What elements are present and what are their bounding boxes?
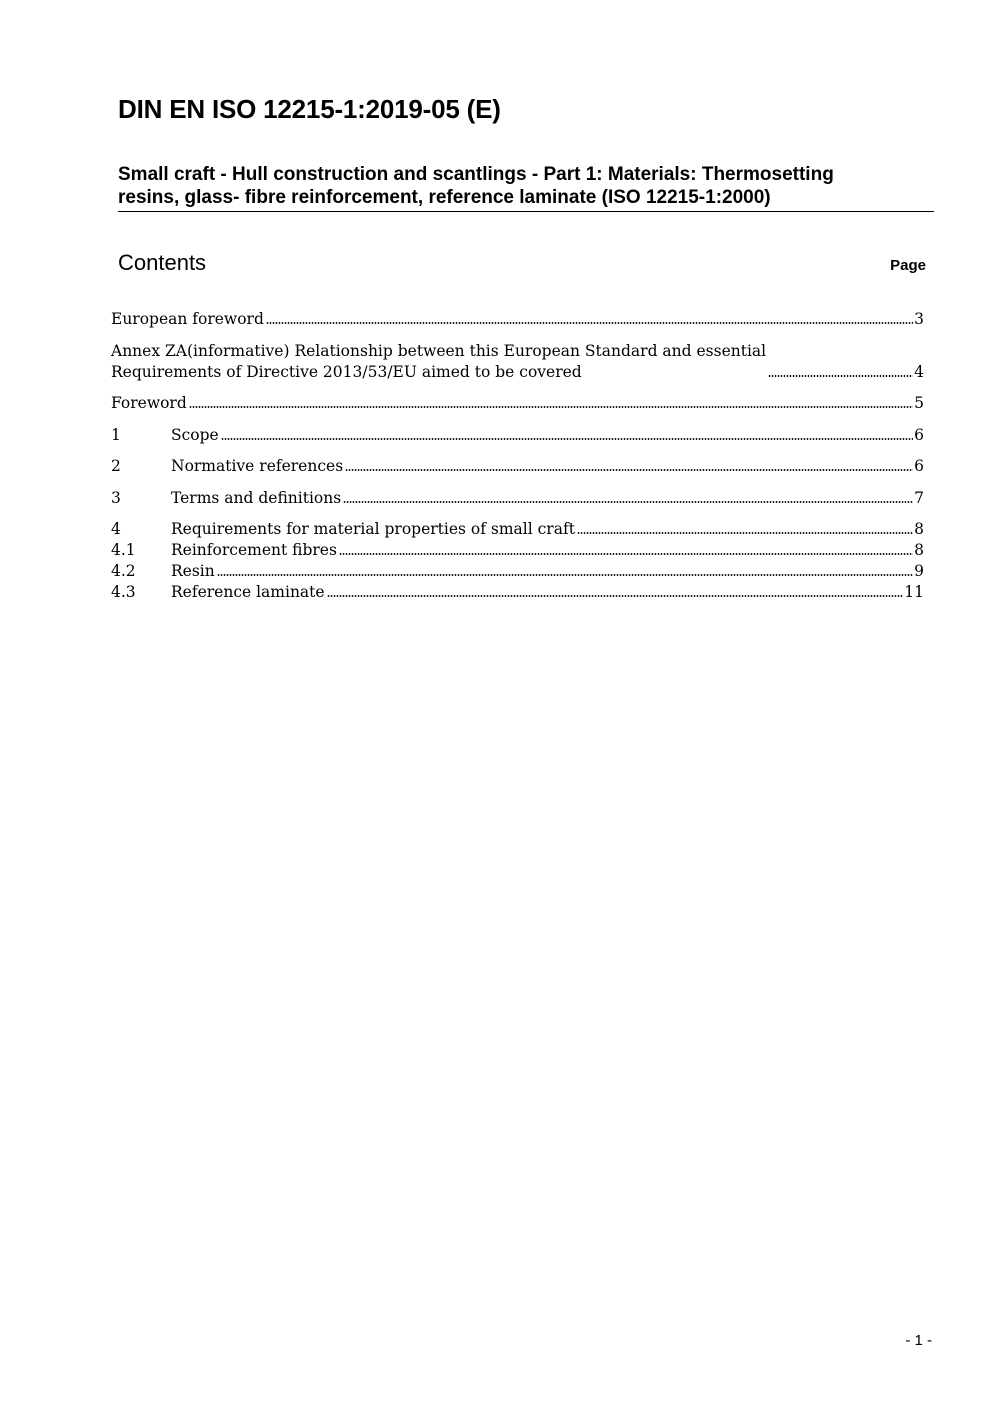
- toc-entry-reinforcement-fibres[interactable]: [111, 540, 924, 561]
- toc-entry-page: 5: [914, 394, 924, 412]
- toc-entry-page: 3: [914, 310, 924, 328]
- toc-entry-number: 4: [111, 520, 121, 538]
- toc-entry-number: 2: [111, 457, 121, 475]
- toc-entry-page: 9: [914, 562, 924, 580]
- toc-entry-scope[interactable]: [111, 425, 924, 446]
- toc-entry-foreword[interactable]: [111, 393, 924, 414]
- toc-dot-leader: [345, 468, 913, 472]
- toc-entry-resin[interactable]: [111, 561, 924, 582]
- toc-entry-title: Terms and definitions: [171, 488, 342, 507]
- toc-entry-title: European foreword: [111, 310, 264, 328]
- toc-entry-page: 4: [914, 362, 924, 381]
- toc-entry-title: Resin: [171, 562, 215, 580]
- toc-dot-leader: [266, 321, 913, 325]
- document-identifier: DIN EN ISO 12215-1:2019-05 (E): [118, 94, 501, 124]
- toc-entry-title: Reinforcement fibres: [171, 541, 337, 559]
- toc-entry-page: 8: [914, 541, 924, 559]
- toc-entry-title: Foreword: [111, 394, 187, 412]
- toc-entry-page: 6: [914, 457, 924, 475]
- toc-entry-number: 3: [111, 488, 121, 507]
- toc-entry-page: 11: [904, 583, 924, 601]
- toc-dot-leader: [339, 552, 913, 556]
- page-column-label: Page: [890, 257, 926, 274]
- toc-dot-leader: [221, 437, 913, 441]
- document-title-line-2: resins, glass- fibre reinforcement, reference laminate (ISO 12215-1:2000): [118, 187, 771, 208]
- toc-entry-number: 4.3: [111, 583, 136, 601]
- toc-entry-annex-za[interactable]: [111, 341, 924, 383]
- toc-entry-reference-laminate[interactable]: [111, 582, 924, 603]
- toc-entry-number: 4.2: [111, 562, 136, 580]
- toc-entry-normative-references[interactable]: [111, 456, 924, 477]
- contents-heading: Contents: [118, 250, 207, 275]
- toc-entry-title-line-1: Annex ZA(informative) Relationship between this European Standard and essential: [111, 341, 767, 360]
- toc-dot-leader: [343, 500, 913, 504]
- toc-entry-requirements-material-properties[interactable]: [111, 519, 924, 540]
- toc-dot-leader: [189, 405, 913, 409]
- toc-entry-page: 7: [914, 488, 924, 507]
- toc-dot-leader: [768, 374, 913, 378]
- toc-entry-number: 4.1: [111, 541, 136, 559]
- toc-entry-title: Normative references: [171, 457, 344, 475]
- toc-entry-title-line-2: Requirements of Directive 2013/53/EU aimed to be covered: [111, 362, 582, 381]
- toc-entry-page: 6: [914, 425, 924, 444]
- table-of-contents: [111, 309, 924, 603]
- toc-entry-title: Scope: [171, 425, 219, 444]
- toc-dot-leader: [577, 531, 913, 535]
- toc-dot-leader: [217, 573, 913, 577]
- page-number: - 1 -: [905, 1332, 932, 1349]
- document-title: [118, 163, 934, 212]
- toc-entry-page: 8: [914, 520, 924, 538]
- toc-entry-title: Reference laminate: [171, 583, 325, 601]
- toc-entry-terms-and-definitions[interactable]: [111, 488, 924, 509]
- toc-entry-number: 1: [111, 425, 121, 444]
- toc-entry-european-foreword[interactable]: [111, 309, 924, 330]
- toc-entry-title: [111, 341, 766, 383]
- document-title-line-1: Small craft - Hull construction and scantlings - Part 1: Materials: Thermosetting: [118, 164, 834, 185]
- toc-dot-leader: [327, 594, 904, 598]
- toc-entry-title: Requirements for material properties of small craft: [171, 520, 575, 538]
